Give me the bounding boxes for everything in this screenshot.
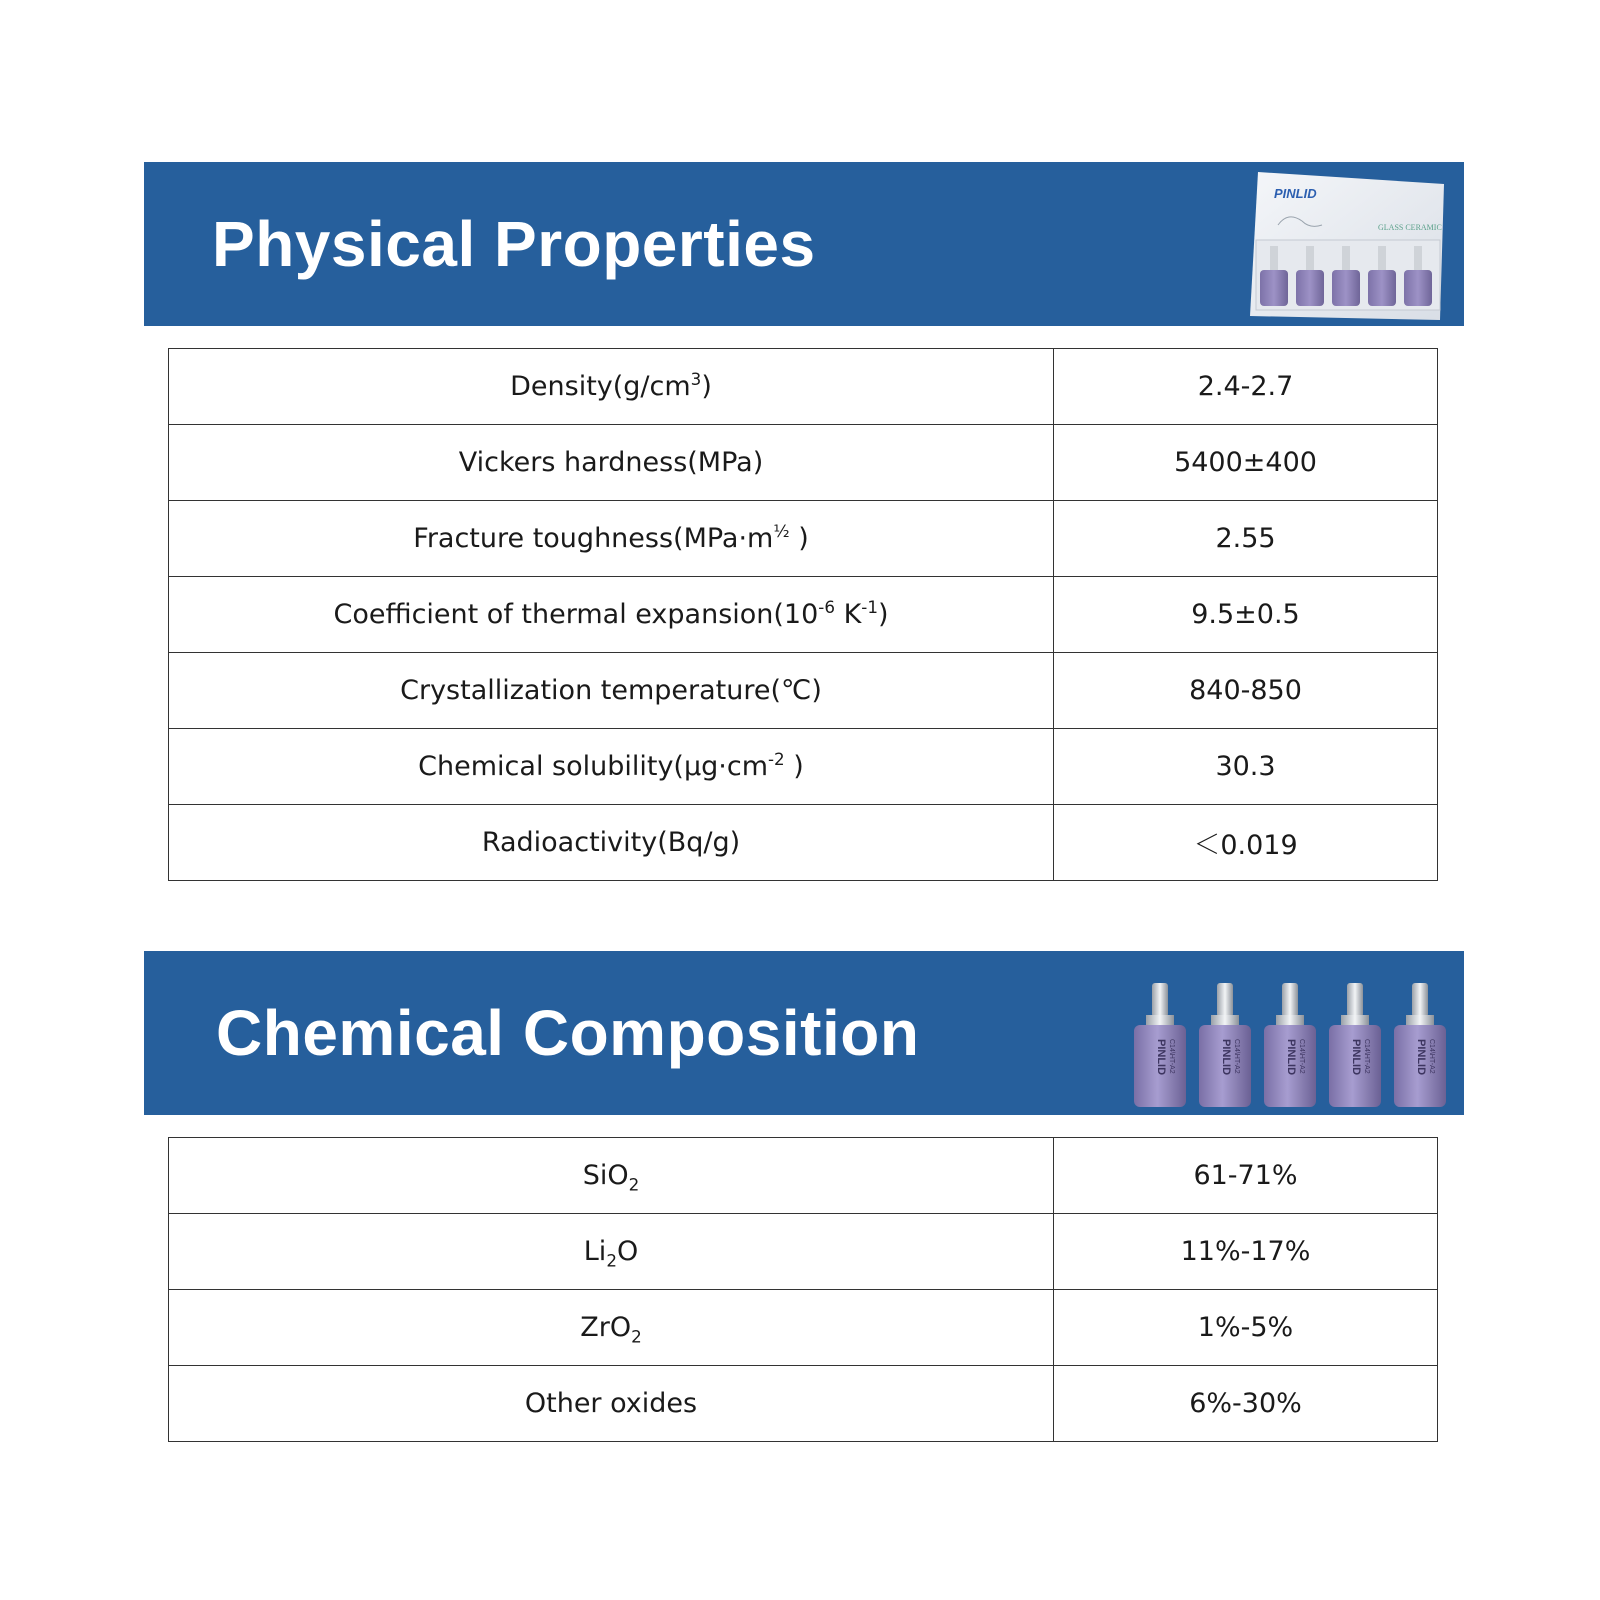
component-value: 11%-17% bbox=[1054, 1214, 1438, 1290]
physical-properties-table bbox=[168, 348, 1438, 881]
property-name: Crystallization temperature(℃) bbox=[169, 653, 1054, 729]
property-value: 2.55 bbox=[1054, 501, 1438, 577]
block-code-text: C14\HT-A2 bbox=[1363, 1039, 1370, 1074]
table-row bbox=[169, 349, 1438, 425]
property-name: Radioactivity(Bq/g) bbox=[169, 805, 1054, 881]
block-code-text: C14\HT-A2 bbox=[1168, 1039, 1175, 1074]
block-code-text: C14\HT-A2 bbox=[1428, 1039, 1435, 1074]
property-name: $Density(g/cm^3)$ bbox=[169, 349, 1054, 425]
block-code-text: C14\HT-A2 bbox=[1298, 1039, 1305, 1074]
physical-properties-body bbox=[169, 349, 1438, 881]
property-value: ＜0.019 bbox=[1054, 805, 1438, 881]
chemical-composition-title: Chemical Composition bbox=[216, 997, 920, 1069]
property-name: Fracture $toughness(MPa\cdot m^{\frac{1}{2}}$ ) bbox=[169, 501, 1054, 577]
table-row bbox=[169, 501, 1438, 577]
table-row bbox=[169, 1214, 1438, 1290]
table-row bbox=[169, 1290, 1438, 1366]
block-brand-text: PINLID bbox=[1220, 1039, 1232, 1076]
property-value: 9.5±0.5 bbox=[1054, 577, 1438, 653]
table-row bbox=[169, 653, 1438, 729]
block-brand-text: PINLID bbox=[1285, 1039, 1297, 1076]
ceramic-blocks-image bbox=[1132, 981, 1456, 1111]
property-value: 840-850 bbox=[1054, 653, 1438, 729]
table-row bbox=[169, 577, 1438, 653]
table-row bbox=[169, 729, 1438, 805]
block-brand-text: PINLID bbox=[1350, 1039, 1362, 1076]
table-row bbox=[169, 1138, 1438, 1214]
block-code-text: C14\HT-A2 bbox=[1233, 1039, 1240, 1074]
table-row bbox=[169, 425, 1438, 501]
component-value: 61-71% bbox=[1054, 1138, 1438, 1214]
table-row bbox=[169, 805, 1438, 881]
block-brand-text: PINLID bbox=[1415, 1039, 1427, 1076]
table-row bbox=[169, 1366, 1438, 1442]
chemical-composition-banner bbox=[144, 951, 1464, 1115]
component-name: ZrO$_2$ bbox=[169, 1290, 1054, 1366]
property-value: 30.3 bbox=[1054, 729, 1438, 805]
product-box-image bbox=[1248, 170, 1452, 322]
property-name: Vickers hardness(MPa) bbox=[169, 425, 1054, 501]
box-label-text: GLASS CERAMIC bbox=[1378, 223, 1442, 232]
component-name: $Li_2O$ bbox=[169, 1214, 1054, 1290]
property-value: 2.4-2.7 bbox=[1054, 349, 1438, 425]
component-name: SiO$_2$ bbox=[169, 1138, 1054, 1214]
property-name: Chemical $solubility(\mu g\cdot cm^{-2}$ ) bbox=[169, 729, 1054, 805]
component-value: 1%-5% bbox=[1054, 1290, 1438, 1366]
component-value: 6%-30% bbox=[1054, 1366, 1438, 1442]
block-brand-text: PINLID bbox=[1155, 1039, 1167, 1076]
chemical-composition-body bbox=[169, 1138, 1438, 1442]
chemical-composition-table bbox=[168, 1137, 1438, 1442]
physical-properties-title: Physical Properties bbox=[212, 208, 816, 280]
property-name: Coefficient of thermal $expansion(10^{-6}$ $K^{-1}$) bbox=[169, 577, 1054, 653]
component-name: Other oxides bbox=[169, 1366, 1054, 1442]
physical-properties-banner bbox=[144, 162, 1464, 326]
property-value: 5400±400 bbox=[1054, 425, 1438, 501]
box-brand-text: PINLID bbox=[1274, 186, 1317, 201]
